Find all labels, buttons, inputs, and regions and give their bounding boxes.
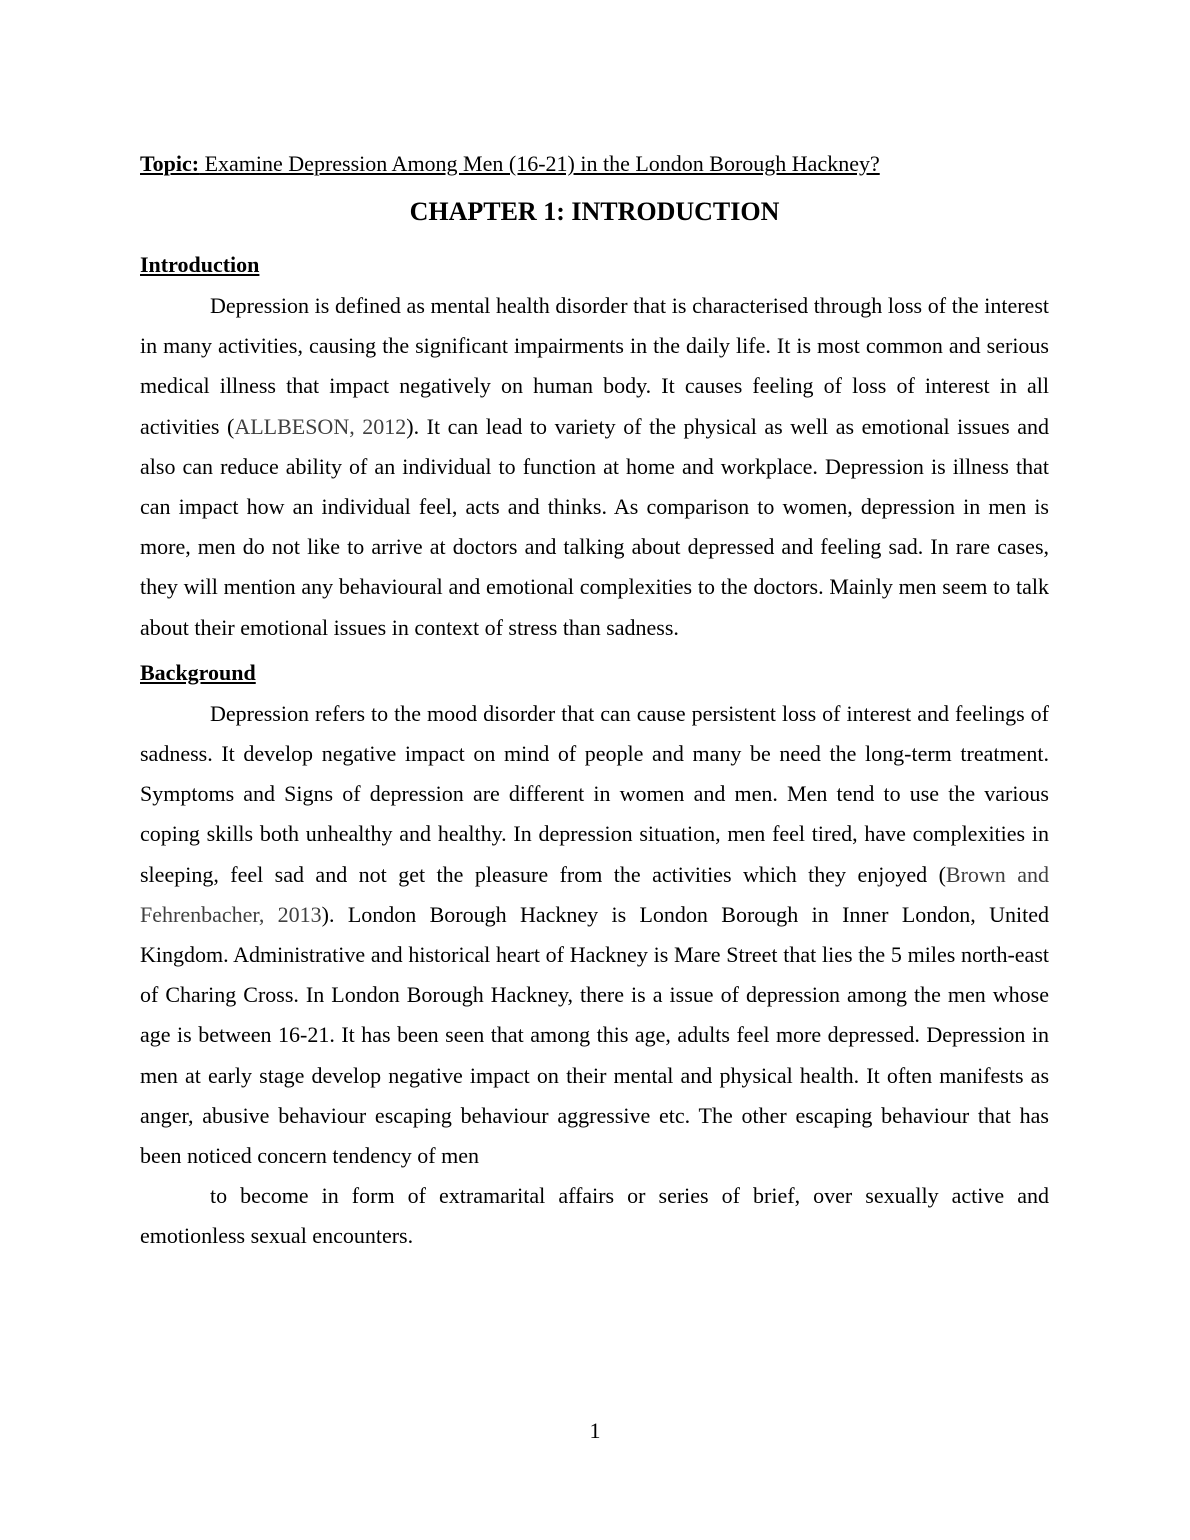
background-text-2: ). London Borough Hackney is London Borough in Inner London, United Kingdom. Administrative and historical heart of Hackney is Mare Street that lies the 5 miles north-east of Charing Cross. In London Borough Hackney, there is a issue of depression among the men whose age is between 16-21. It has been seen that among this age, adults feel more depressed. Depression in men at early stage develop negative impact on their mental and physical health. It often manifests as anger, abusive behaviour escaping behaviour aggressive etc. The other escaping behaviour that has been noticed concern tendency of men [140,901,1049,1169]
section-spacer [140,648,1049,658]
background-text-1: Depression refers to the mood disorder that can cause persistent loss of interest and feelings of sadness. It develop negative impact on mind of people and many be need the long-term treatment. Symptoms and Signs of depression are different in women and men. Men tend to use the various coping skills both unhealthy and healthy. In depression situation, men feel tired, have complexities in sleeping, feel sad and not get the pleasure from the activities which they enjoyed ( [140,700,1049,887]
topic-line [140,148,1049,180]
citation-brown-fehrenbacher: Brown and Fehrenbacher, 2013 [140,861,1050,927]
chapter-title: CHAPTER 1: INTRODUCTION [409,197,780,226]
citation-allbeson: ALLBESON, 2012 [234,413,407,439]
introduction-heading: Introduction [140,252,260,277]
introduction-text-2: ). It can lead to variety of the physical as well as emotional issues and also can reduce ability of an individual to function at home and workplace. Depression is illness that can impact how an individual feel, acts and thinks. As comparison to women, depression in men is more, men do not like to arrive at doctors and talking about depressed and feeling sad. In rare cases, they will mention any behavioural and emotional complexities to the doctors. Mainly men seem to talk about their emotional issues in context of stress than sadness. [140,413,1050,640]
introduction-paragraph [140,286,1049,648]
topic-label: Topic: [140,151,200,176]
background-paragraph-continued: to become in form of extramarital affairs or series of brief, over sexually active and emotionless sexual encounters. [140,1183,1049,1249]
page-number: 1 [589,1418,601,1443]
background-heading: Background [140,659,256,685]
topic-text: Examine Depression Among Men (16-21) in the London Borough Hackney? [199,151,880,176]
background-paragraph [140,694,1049,1176]
introduction-text-1: Depression is defined as mental health disorder that is characterised through loss of the interest in many activities, causing the significant impairments in the daily life. It is most common and serious medical illness that impact negatively on human body. It causes feeling of loss of interest in all activities ( [140,293,1049,439]
page-content [140,148,1049,1257]
